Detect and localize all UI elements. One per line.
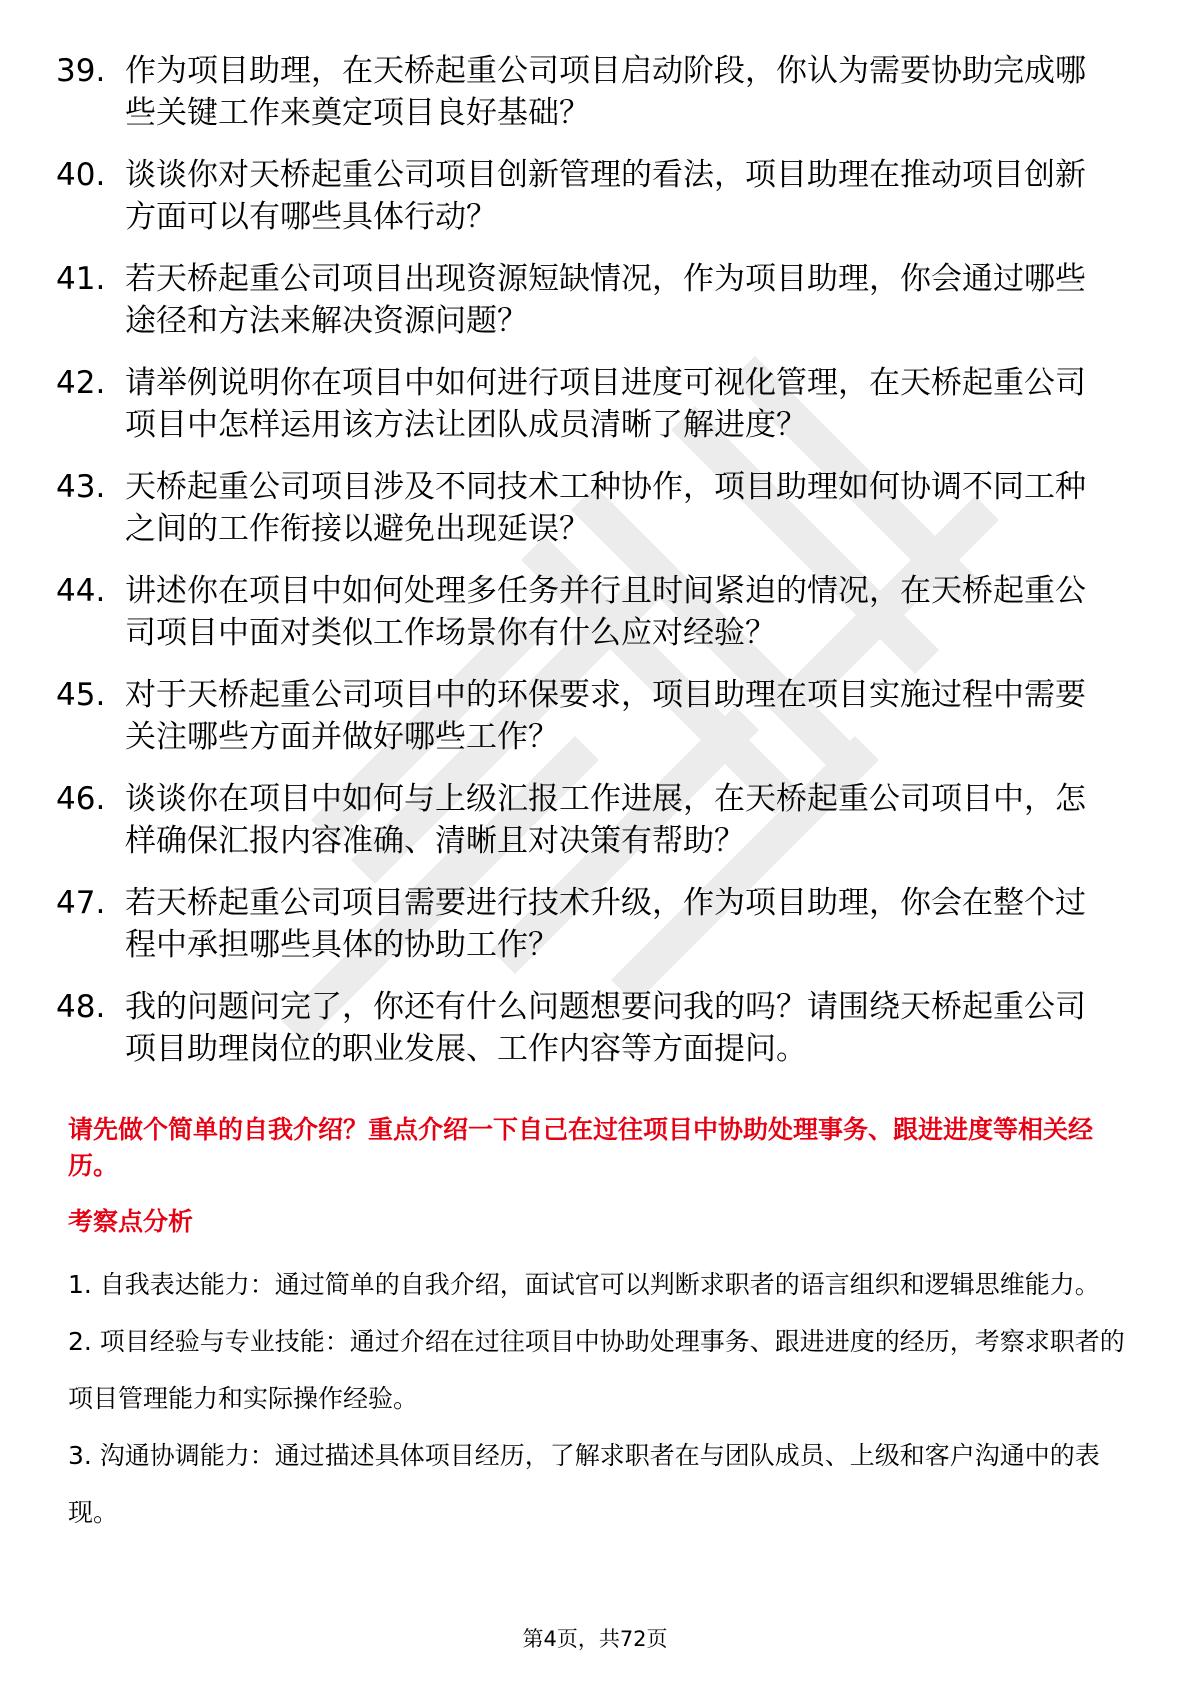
question-number: 43. <box>56 469 106 505</box>
question-number: 46. <box>56 781 106 817</box>
analysis-heading: 考察点分析 <box>68 1207 194 1236</box>
question-text: 谈谈你在项目中如何与上级汇报工作进展，在天桥起重公司项目中，怎样确保汇报内容准确、清晰且对决策有帮助？ <box>125 781 1086 859</box>
question-item <box>56 258 1116 342</box>
question-text: 作为项目助理，在天桥起重公司项目启动阶段，你认为需要协助完成哪些关键工作来奠定项目良好基础？ <box>125 53 1086 131</box>
analysis-item: 3. 沟通协调能力：通过描述具体项目经历，了解求职者在与团队成员、上级和客户沟通中的表现。 <box>68 1441 1100 1527</box>
question-number: 41. <box>56 261 106 297</box>
analysis-item: 2. 项目经验与专业技能：通过介绍在过往项目中协助处理事务、跟进进度的经历，考察求职者的项目管理能力和实际操作经验。 <box>68 1327 1125 1413</box>
question-item <box>56 50 1116 134</box>
question-text: 请举例说明你在项目中如何进行项目进度可视化管理，在天桥起重公司项目中怎样运用该方法让团队成员清晰了解进度？ <box>125 365 1086 443</box>
question-number: 40. <box>56 157 106 193</box>
question-text: 天桥起重公司项目涉及不同技术工种协作，项目助理如何协调不同工种之间的工作衔接以避免出现延误？ <box>125 469 1086 547</box>
question-number: 42. <box>56 365 106 401</box>
question-number: 47. <box>56 885 106 921</box>
question-item <box>56 362 1116 446</box>
question-item <box>56 882 1116 966</box>
question-number: 48. <box>56 989 106 1025</box>
highlight-question: 请先做个简单的自我介绍？重点介绍一下自己在过往项目中协助处理事务、跟进进度等相关经历。 <box>68 1115 1094 1180</box>
question-text: 对于天桥起重公司项目中的环保要求，项目助理在项目实施过程中需要关注哪些方面并做好哪些工作？ <box>125 677 1086 755</box>
analysis-list <box>68 1256 1128 1541</box>
question-text: 谈谈你对天桥起重公司项目创新管理的看法，项目助理在推动项目创新方面可以有哪些具体行动？ <box>125 157 1086 235</box>
question-item <box>56 778 1116 862</box>
question-number: 44. <box>56 573 106 609</box>
question-item <box>56 570 1116 654</box>
question-text: 讲述你在项目中如何处理多任务并行且时间紧迫的情况，在天桥起重公司项目中面对类似工作场景你有什么应对经验？ <box>125 573 1086 651</box>
analysis-item: 1. 自我表达能力：通过简单的自我介绍，面试官可以判断求职者的语言组织和逻辑思维能力。 <box>68 1270 1100 1299</box>
question-number: 45. <box>56 677 106 713</box>
page-footer: 第4页，共72页 <box>522 1627 668 1651</box>
question-number: 39. <box>56 53 106 89</box>
question-item <box>56 986 1116 1070</box>
question-text: 若天桥起重公司项目需要进行技术升级，作为项目助理，你会在整个过程中承担哪些具体的协助工作？ <box>125 885 1086 963</box>
question-item <box>56 674 1116 758</box>
question-item <box>56 466 1116 550</box>
question-item <box>56 154 1116 238</box>
question-text: 我的问题问完了，你还有什么问题想要问我的吗？请围绕天桥起重公司项目助理岗位的职业发展、工作内容等方面提问。 <box>125 989 1086 1067</box>
question-text: 若天桥起重公司项目出现资源短缺情况，作为项目助理，你会通过哪些途径和方法来解决资源问题？ <box>125 261 1086 339</box>
question-list <box>56 50 1116 1090</box>
